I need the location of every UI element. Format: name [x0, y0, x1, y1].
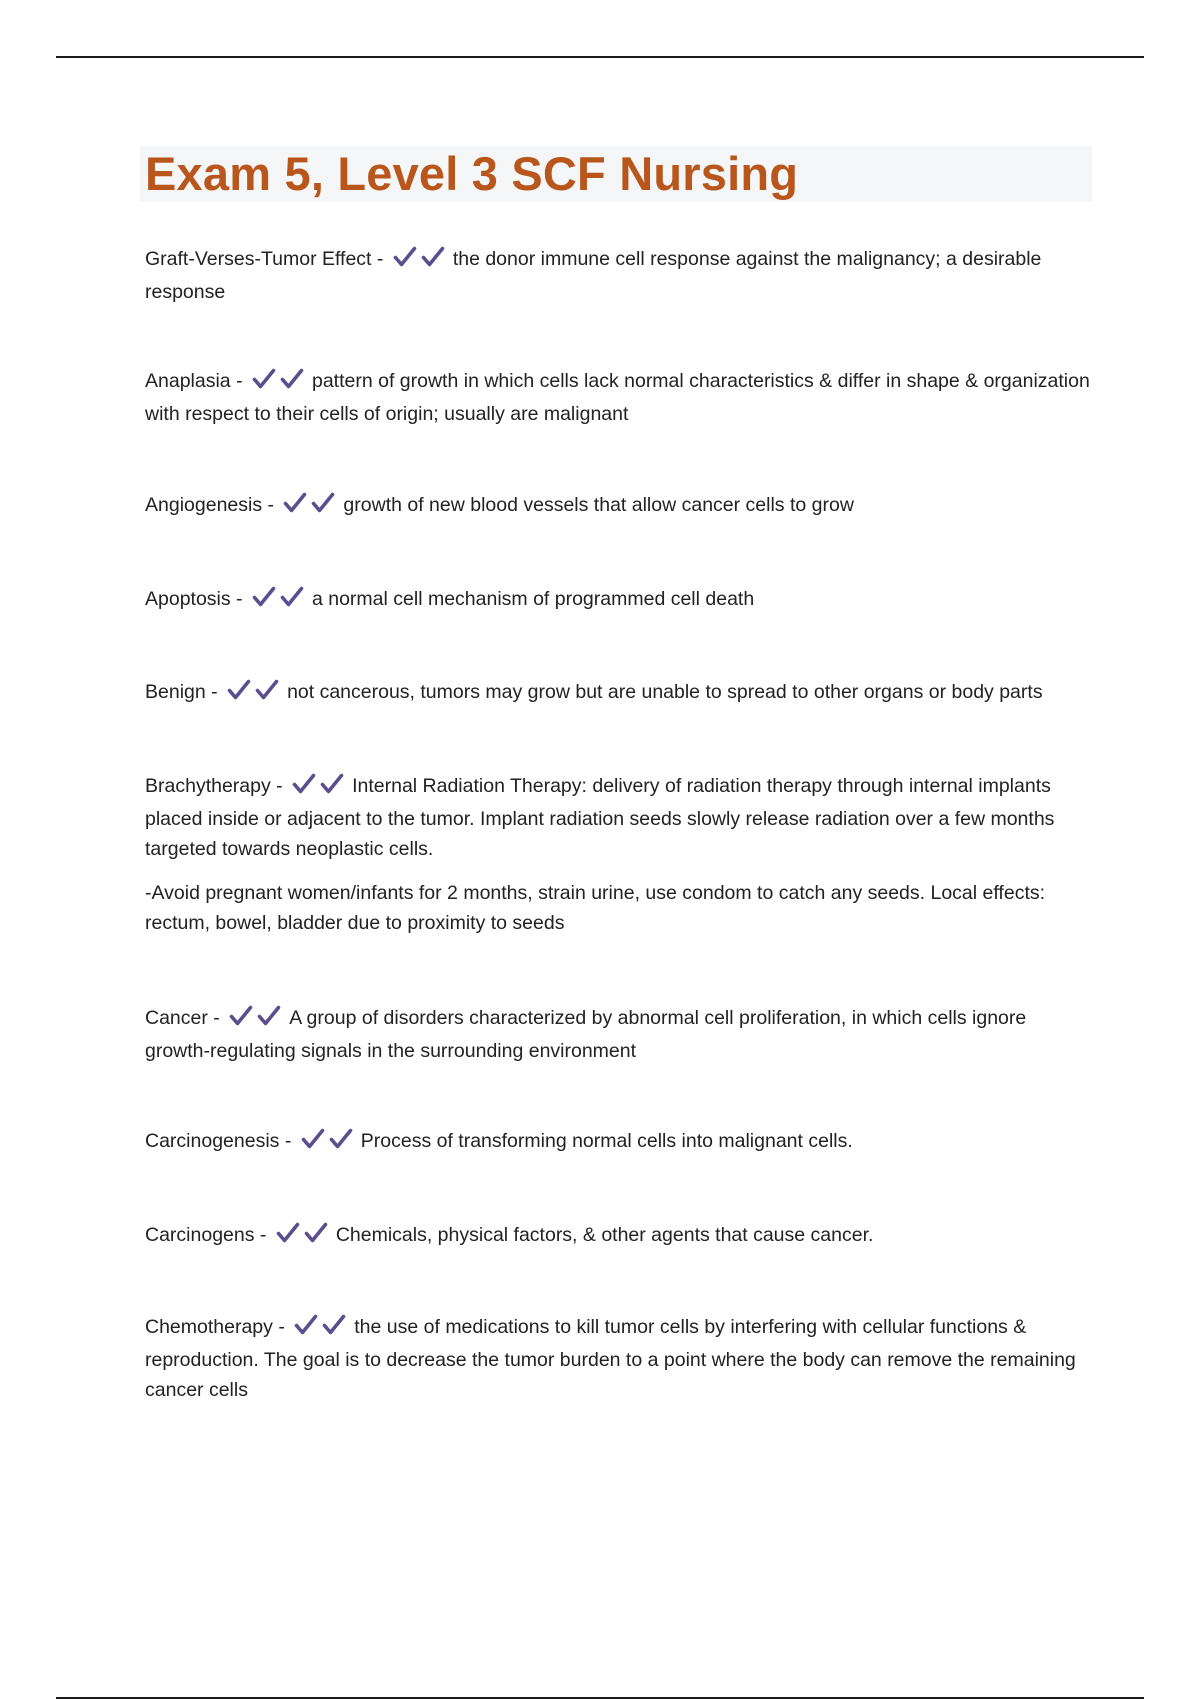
top-rule: [56, 56, 1144, 58]
check-marks: [301, 1128, 357, 1159]
check-mark-icon: [393, 246, 417, 268]
term: Chemotherapy -: [145, 1316, 285, 1338]
check-marks: [393, 246, 449, 277]
term: Cancer -: [145, 1007, 220, 1029]
definition: A group of disorders characterized by abnormal cell proliferation, in which cells ignore growth-regulating signals in the surrounding environment: [145, 1007, 1027, 1062]
check-marks: [294, 1314, 350, 1345]
check-mark-icon: [301, 1128, 325, 1150]
term: Anaplasia -: [145, 370, 243, 392]
check-mark-icon: [280, 368, 304, 390]
list-item: [145, 1003, 1095, 1066]
check-marks: [276, 1222, 332, 1253]
term: Brachytherapy -: [145, 775, 283, 797]
definition: a normal cell mechanism of programmed cell death: [311, 588, 755, 610]
check-mark-icon: [292, 773, 316, 795]
check-mark-icon: [421, 246, 445, 268]
check-mark-icon: [280, 586, 304, 608]
check-mark-icon: [252, 586, 276, 608]
term: Benign -: [145, 681, 218, 703]
list-item: [145, 244, 1095, 307]
check-marks: [229, 1005, 285, 1036]
list-item: [145, 1312, 1095, 1405]
check-mark-icon: [311, 492, 335, 514]
check-mark-icon: [227, 679, 251, 701]
list-item: [145, 584, 754, 617]
check-mark-icon: [322, 1314, 346, 1336]
check-mark-icon: [304, 1222, 328, 1244]
definition: Chemicals, physical factors, & other agents that cause cancer.: [335, 1224, 874, 1246]
check-marks: [292, 773, 348, 804]
list-item: [145, 677, 1043, 710]
check-mark-icon: [283, 492, 307, 514]
check-mark-icon: [252, 368, 276, 390]
definition: pattern of growth in which cells lack normal characteristics & differ in shape & organization with respect to their cells of origin; usually are malignant: [145, 370, 1090, 425]
term: Angiogenesis -: [145, 494, 274, 516]
term: Carcinogenesis -: [145, 1130, 292, 1152]
definition: Internal Radiation Therapy: delivery of radiation therapy through internal implants placed inside or adjacent to the tumor. Implant radiation seeds slowly release radiation over a few months targeted towards neoplastic cells.: [145, 775, 1055, 860]
definition-note: -Avoid pregnant women/infants for 2 months, strain urine, use condom to catch any seeds. Local effects: rectum, bowel, bladder due to proximity to seeds: [145, 882, 1046, 934]
document-title: Exam 5, Level 3 SCF Nursing: [145, 147, 799, 200]
bottom-rule: [56, 1697, 1144, 1699]
check-mark-icon: [320, 773, 344, 795]
list-item: [145, 1220, 873, 1253]
term: Graft-Verses-Tumor Effect -: [145, 248, 384, 270]
definition: the donor immune cell response against the malignancy; a desirable response: [145, 248, 1042, 303]
definition: growth of new blood vessels that allow cancer cells to grow: [343, 494, 854, 516]
definition: the use of medications to kill tumor cells by interfering with cellular functions & reproduction. The goal is to decrease the tumor burden to a point where the body can remove the remaining cancer cells: [145, 1316, 1076, 1401]
check-mark-icon: [294, 1314, 318, 1336]
check-marks: [227, 679, 283, 710]
check-mark-icon: [276, 1222, 300, 1244]
term: Carcinogens -: [145, 1224, 267, 1246]
check-mark-icon: [229, 1005, 253, 1027]
definition: Process of transforming normal cells into malignant cells.: [360, 1130, 853, 1152]
list-item: [145, 366, 1095, 429]
list-item: [145, 1126, 853, 1159]
list-item: [145, 490, 854, 523]
list-item: [145, 771, 1095, 938]
check-mark-icon: [255, 679, 279, 701]
check-mark-icon: [329, 1128, 353, 1150]
check-marks: [252, 586, 308, 617]
definition: not cancerous, tumors may grow but are unable to spread to other organs or body parts: [287, 681, 1043, 703]
check-mark-icon: [257, 1005, 281, 1027]
check-marks: [252, 368, 308, 399]
term: Apoptosis -: [145, 588, 243, 610]
check-marks: [283, 492, 339, 523]
